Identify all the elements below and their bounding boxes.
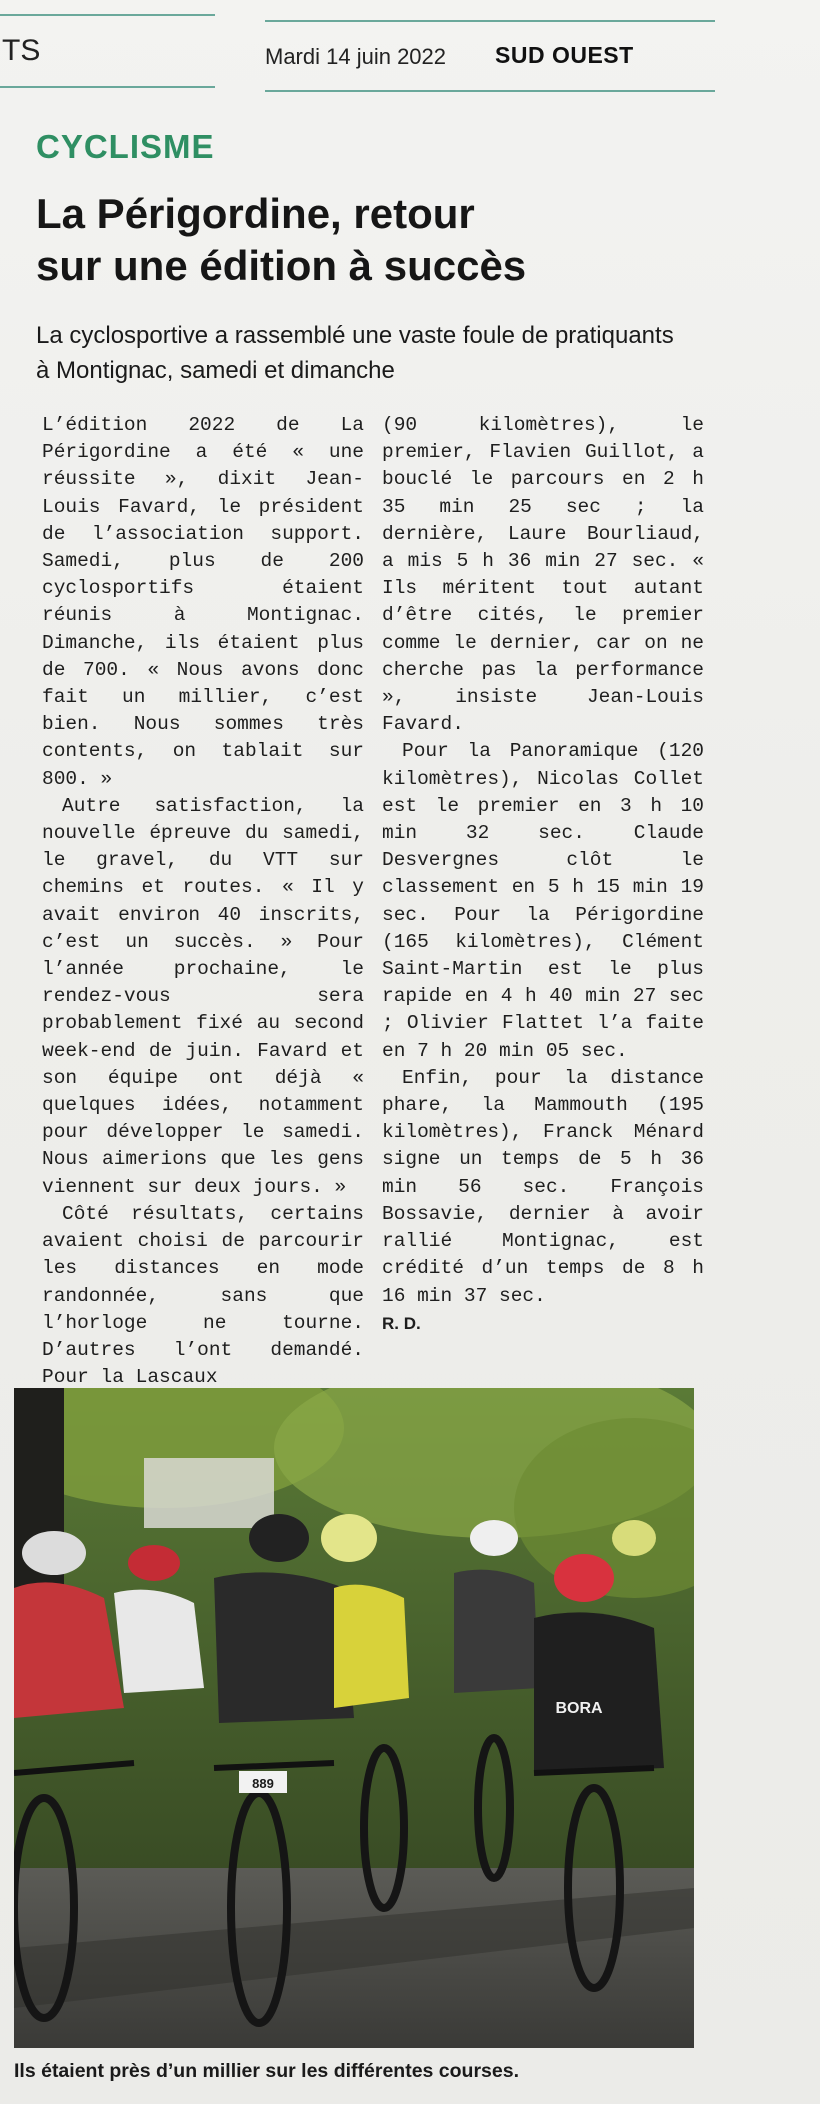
page-header — [265, 20, 715, 92]
section-label: CYCLISME — [36, 128, 215, 165]
cyclists-photo — [14, 1388, 694, 2048]
header-fragment: TS — [2, 34, 41, 67]
article-title — [36, 188, 676, 292]
header-date: Mardi 14 juin 2022 — [265, 44, 447, 69]
photo-caption: Ils étaient près d’un millier sur les différentes courses. — [14, 2060, 520, 2082]
title-line-1: La Périgordine, retour — [36, 190, 475, 237]
author-signature: R. D. — [382, 1313, 421, 1333]
article-subtitle: La cyclosportive a rassemblé une vaste foule de pratiquants à Montignac, samedi et dimanche — [36, 322, 674, 384]
bib-number: 889 — [252, 1776, 274, 1791]
paragraph: Autre satisfaction, la nouvelle épreuve du samedi, le gravel, du VTT sur chemins et routes. « Il y avait environ 40 inscrits, c’est un succès. » Pour l’année prochaine, le rendez-vous sera probablement fixé au second week-end de juin. Favard et son équipe ont déjà « quelques idées, notamment pour développer le samedi. Nous aimerions que les gens viennent sur deux jours. » — [42, 794, 364, 1198]
photo-illustration — [14, 1388, 694, 2048]
paragraph: L’édition 2022 de La Périgordine a été « une réussite », dixit Jean-Louis Favard, le président de l’association support. Samedi, plus de 200 cyclosportifs étaient réunis à Montignac. Dimanche, ils étaient plus de 700. « Nous avons donc fait un millier, c’est bien. Nous sommes très contents, on tablait sur 800. » — [42, 414, 364, 790]
article-column-1 — [42, 412, 364, 1391]
article-column-2 — [382, 412, 704, 1337]
jersey-text: BORA — [555, 1700, 603, 1717]
paragraph: Pour la Panoramique (120 kilomètres), Nicolas Collet est le premier en 3 h 10 min 32 sec. Claude Desvergnes clôt le classement en 5 h 15 min 19 sec. Pour la Périgordine (165 kilomètres), Clément Saint-Martin est le plus rapide en 4 h 40 min 27 sec ; Olivier Flattet l’a faite en 7 h 20 min 05 sec. — [382, 740, 704, 1062]
paragraph: Côté résultats, certains avaient choisi de parcourir les distances en mode randonnée, sans que l’horloge ne tourne. D’autres l’ont demandé. Pour la Lascaux — [42, 1202, 364, 1389]
previous-page-header — [0, 14, 215, 88]
paragraph: (90 kilomètres), le premier, Flavien Guillot, a bouclé le parcours en 2 h 35 min 25 sec ; la dernière, Laure Bourliaud, a mis 5 h 36 min 27 sec. « Ils méritent tout autant d’être cités, le premier comme le dernier, car on ne cherche pas la performance », insiste Jean-Louis Favard. — [382, 414, 704, 736]
newspaper-brand: SUD OUEST — [495, 42, 634, 68]
paragraph: Enfin, pour la distance phare, la Mammouth (195 kilomètres), Franck Ménard signe un temps de 5 h 36 min 56 sec. François Bossavie, dernier à avoir rallié Montignac, est crédité d’un temps de 8 h 16 min 37 sec. — [382, 1066, 704, 1307]
title-line-2: sur une édition à succès — [36, 242, 527, 289]
